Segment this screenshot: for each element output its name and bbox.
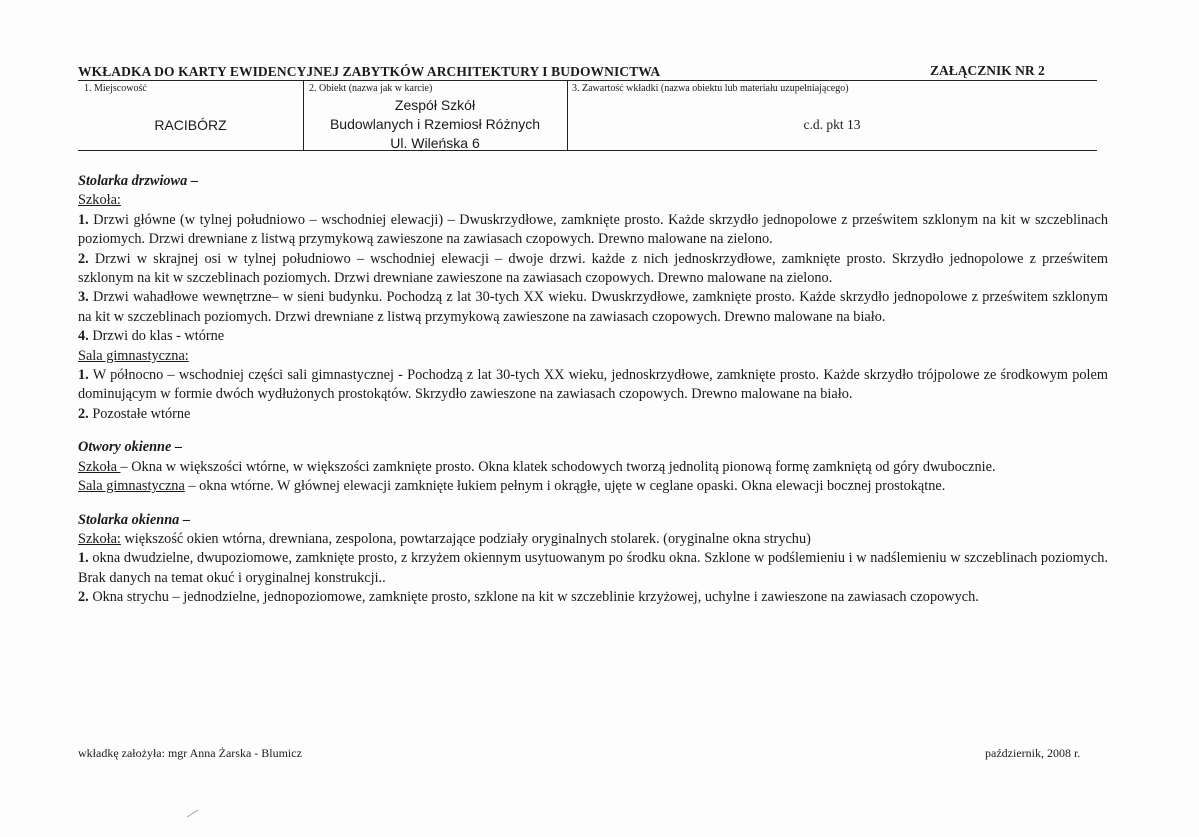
windows-item-1: 1. okna dwudzielne, dwupoziomowe, zamknięte prosto, z krzyżem okiennym usytuowanym po środku okna. Szklone w podślemieniu i w nadślemieniu w szczeblinach poziomych. Brak danych na temat okuć i oryginalnej konstrukcji.. xyxy=(78,550,1108,586)
windows-item-2: 2. Okna strychu – jednodzielne, jednopoziomowe, zamknięte prosto, szklone na kit w szczeblinie krzyżowej, uchylne i zawieszone na zawiasach czopowych. xyxy=(78,589,979,606)
object-label: 2. Obiekt (nazwa jak w karcie) xyxy=(309,83,433,94)
header-rule-bottom xyxy=(78,150,1097,151)
door-section-heading: Stolarka drzwiowa – xyxy=(78,173,198,189)
object-name-line-1: Zespół Szkół xyxy=(394,97,476,113)
document-title: WKŁADKA DO KARTY EWIDENCYJNEJ ZABYTKÓW ARCHITEKTURY I BUDOWNICTWA xyxy=(78,64,661,79)
door-gym-item-1: 1. W północno – wschodniej części sali gimnastycznej - Pochodzą z lat 30-tych XX wieku, jednoskrzydłowe, zamknięte prosto. Każde skrzydło trójpolowe ze środkowym polem dominującym w formie dwóch wydłużonych prostokątów. Skrzydło zawieszone na zawiasach czopowych. Drewno malowane na biało. xyxy=(78,367,1108,403)
footer-author: wkładkę założyła: mgr Anna Żarska - Blumicz xyxy=(78,746,302,760)
annex-number: ZAŁĄCZNIK NR 2 xyxy=(930,63,1045,78)
content-label: 3. Zawartość wkładki (nazwa obiektu lub materiału uzupełniającego) xyxy=(572,83,849,94)
content-value: c.d. pkt 13 xyxy=(803,117,861,132)
locality-label: 1. Miejscowość xyxy=(84,83,147,94)
footer-date: październik, 2008 r. xyxy=(985,746,1081,760)
pen-mark-icon xyxy=(186,808,200,818)
windows-school-paragraph: Szkoła: większość okien wtórna, drewniana, zespolona, powtarzające podziały oryginalnych stolarek. (oryginalne okna strychu) xyxy=(78,530,811,547)
section-gap xyxy=(78,424,1108,438)
door-school-label: Szkoła: xyxy=(78,192,121,209)
document-body xyxy=(78,172,1108,608)
openings-section-heading: Otwory okienne – xyxy=(78,439,183,456)
door-school-item-4: 4. Drzwi do klas - wtórne xyxy=(78,328,225,345)
header-rule-top xyxy=(78,80,1097,81)
openings-school-paragraph: Szkoła – Okna w większości wtórne, w większości zamknięte prosto. Okna klatek schodowych tworzą jednolitą pionową formę zamkniętą od góry dwubocznie. xyxy=(78,458,996,475)
door-school-item-3: 3. Drzwi wahadłowe wewnętrzne– w sieni budynku. Pochodzą z lat 30-tych XX wieku. Dwuskrzydłowe, zamknięte prosto. Każde skrzydło jednopolowe z prześwitem szklonym na kit w szczeblinach poziomych. Drzwi drewniane z listwą przymykową zawieszone na zawiasach czopowych. Drewno malowane na biało. xyxy=(78,289,1108,325)
door-school-item-1: 1. Drzwi główne (w tylnej południowo – wschodniej elewacji) – Dwuskrzydłowe, zamknięte prosto. Każde skrzydło jednopolowe z prześwitem szklonym na kit w szczeblinach poziomych. Drzwi drewniane z listwą przymykową zawieszone na zawiasach czopowych. Drewno malowane na zielono. xyxy=(78,211,1108,248)
field-divider-2 xyxy=(567,81,568,150)
locality-value: RACIBÓRZ xyxy=(154,117,227,133)
door-gym-label: Sala gimnastyczna: xyxy=(78,347,189,364)
door-gym-item-2: 2. Pozostałe wtórne xyxy=(78,405,191,422)
object-name-line-2: Budowlanych i Rzemiosł Różnych xyxy=(329,116,541,132)
openings-gym-paragraph: Sala gimnastyczna – okna wtórne. W głównej elewacji zamknięte łukiem pełnym i okrągłe, ujęte w ceglane opaski. Okna elewacji bocznej prostokątne. xyxy=(78,478,946,495)
object-address: Ul. Wileńska 6 xyxy=(390,135,480,151)
windows-section-heading: Stolarka okienna – xyxy=(78,511,191,528)
door-school-item-2: 2. Drzwi w skrajnej osi w tylnej południowo – wschodniej elewacji – dwoje drzwi. każde z nich jednoskrzydłowe, zamknięte prosto. Skrzydło jednopolowe z prześwitem szklonym na kit w szczeblinach poziomych. Drzwi drewniane zawieszone na zawiasach czopowych. Drewno malowane na zielono. xyxy=(78,250,1108,287)
section-gap xyxy=(78,497,1108,511)
